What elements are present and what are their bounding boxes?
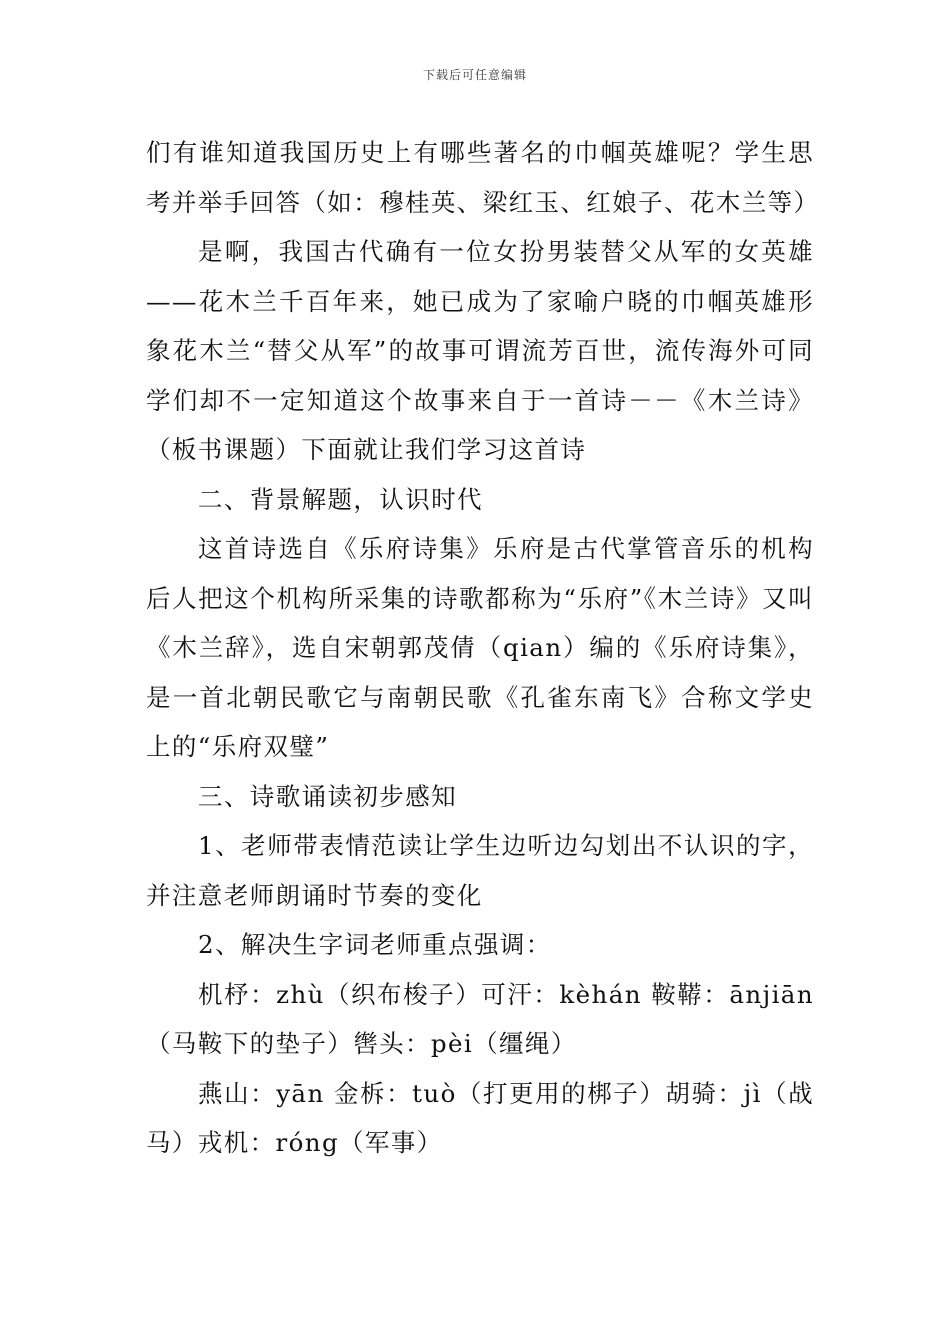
paragraph-step-2: 2、解决生字词老师重点强调：: [198, 930, 552, 959]
paragraph-step-1: 1、老师带表情范读让学生边听边勾划出不认识的字，并注意老师朗诵时节奏的变化: [146, 831, 814, 910]
page-header: 下载后可任意编辑: [422, 68, 527, 82]
paragraph-heroines-question: 们有谁知道我国历史上有哪些著名的巾帼英雄呢？学生思考并举手回答（如：穆桂英、梁红玉、红娘子、花木兰等）: [146, 138, 820, 217]
paragraph-vocab-2: 燕山：yān 金柝：tuò（打更用的梆子）胡骑：jì（战马）戎机：róng（军事）: [146, 1078, 814, 1157]
paragraph-mulan-intro: 是啊，我国古代确有一位女扮男装替父从军的女英雄——花木兰千百年来，她已成为了家喻户晓的巾帼英雄形象花木兰“替父从军”的故事可谓流芳百世，流传海外可同学们却不一定知道这个故事来自于一首诗－－《木兰诗》（板书课题）下面就让我们学习这首诗: [146, 237, 814, 464]
section-heading-background: 二、背景解题，认识时代: [198, 484, 483, 514]
paragraph-yuefu-background: 这首诗选自《乐府诗集》乐府是古代掌管音乐的机构后人把这个机构所采集的诗歌都称为“乐府”《木兰诗》又叫《木兰辞》，选自宋朝郭茂倩（qian）编的《乐府诗集》，是一首北朝民歌它与南朝民歌《孔雀东南飞》合称文学史上的“乐府双璧”: [146, 534, 814, 761]
paragraph-vocab-1: 机杼：zhù（织布梭子）可汗：kèhán 鞍鞯：ānjiān（马鞍下的垫子）辔头：pèi（缰绳）: [146, 979, 814, 1058]
document-body: [146, 128, 820, 1168]
section-heading-reading: 三、诗歌诵读初步感知: [198, 781, 457, 811]
